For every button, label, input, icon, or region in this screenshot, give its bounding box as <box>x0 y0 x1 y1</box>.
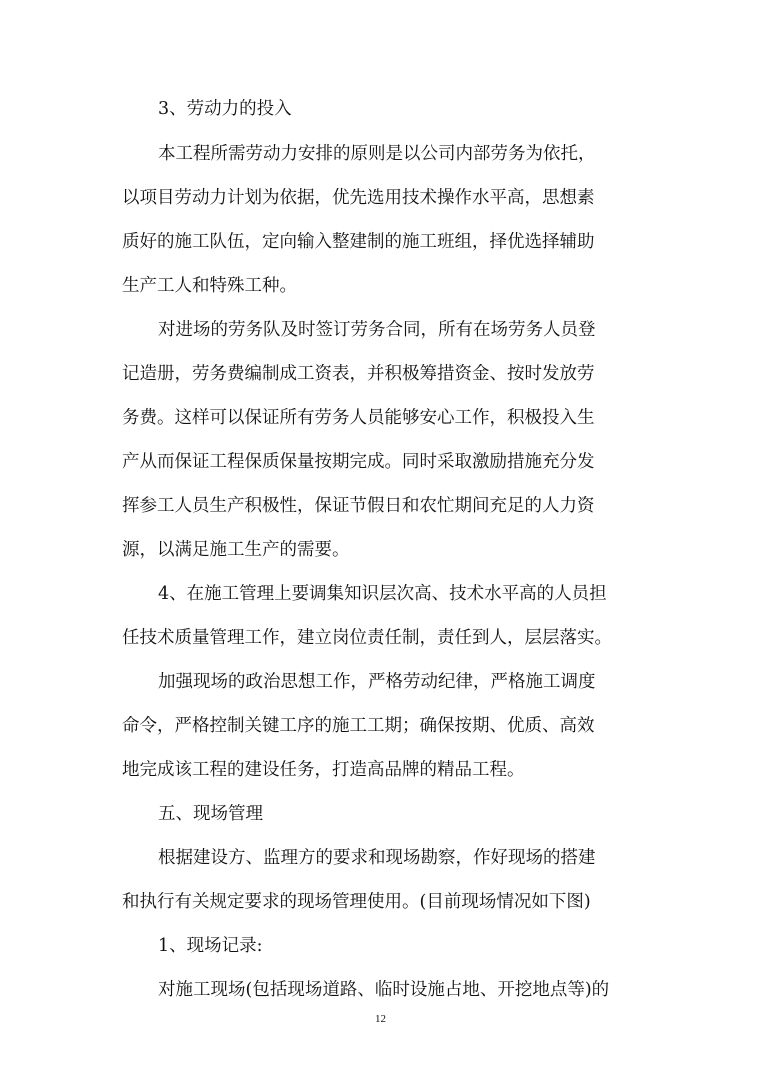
paragraph-line: 和执行有关规定要求的现场管理使用。(目前现场情况如下图) <box>122 892 591 912</box>
paragraph-line: 4、在施工管理上要调集知识层次高、技术水平高的人员担 <box>158 584 607 604</box>
paragraph-line: 对施工现场(包括现场道路、临时设施占地、开挖地点等)的 <box>158 980 610 1000</box>
section-heading-site-management: 五、现场管理 <box>158 804 263 824</box>
paragraph-line: 源，以满足施工生产的需要。 <box>122 540 350 560</box>
paragraph-line: 产从而保证工程保质保量按期完成。同时采取激励措施充分发 <box>122 452 595 472</box>
subheading-site-records: 1、现场记录: <box>158 936 263 956</box>
paragraph-line: 以项目劳动力计划为依据，优先选用技术操作水平高，思想素 <box>122 188 595 208</box>
paragraph-line: 地完成该工程的建设任务，打造高品牌的精品工程。 <box>122 760 525 780</box>
paragraph-line: 任技术质量管理工作，建立岗位责任制，责任到人，层层落实。 <box>122 628 612 648</box>
paragraph-line: 根据建设方、监理方的要求和现场勘察，作好现场的搭建 <box>158 848 596 868</box>
paragraph-line: 加强现场的政治思想工作，严格劳动纪律，严格施工调度 <box>158 672 596 692</box>
section-heading-labor-input: 3、劳动力的投入 <box>158 99 292 119</box>
paragraph-line: 质好的施工队伍，定向输入整建制的施工班组，择优选择辅助 <box>122 232 595 252</box>
page-number: 12 <box>375 1013 386 1025</box>
paragraph-line: 生产工人和特殊工种。 <box>122 276 297 296</box>
paragraph-line: 记造册，劳务费编制成工资表，并积极筹措资金、按时发放劳 <box>122 364 595 384</box>
paragraph-line: 本工程所需劳动力安排的原则是以公司内部劳务为依托， <box>158 144 596 164</box>
paragraph-line: 对进场的劳务队及时签订劳务合同，所有在场劳务人员登 <box>158 320 596 340</box>
paragraph-line: 挥参工人员生产积极性，保证节假日和农忙期间充足的人力资 <box>122 496 595 516</box>
paragraph-line: 命令，严格控制关键工序的施工工期；确保按期、优质、高效 <box>122 716 595 736</box>
paragraph-line: 务费。这样可以保证所有劳务人员能够安心工作，积极投入生 <box>122 408 595 428</box>
